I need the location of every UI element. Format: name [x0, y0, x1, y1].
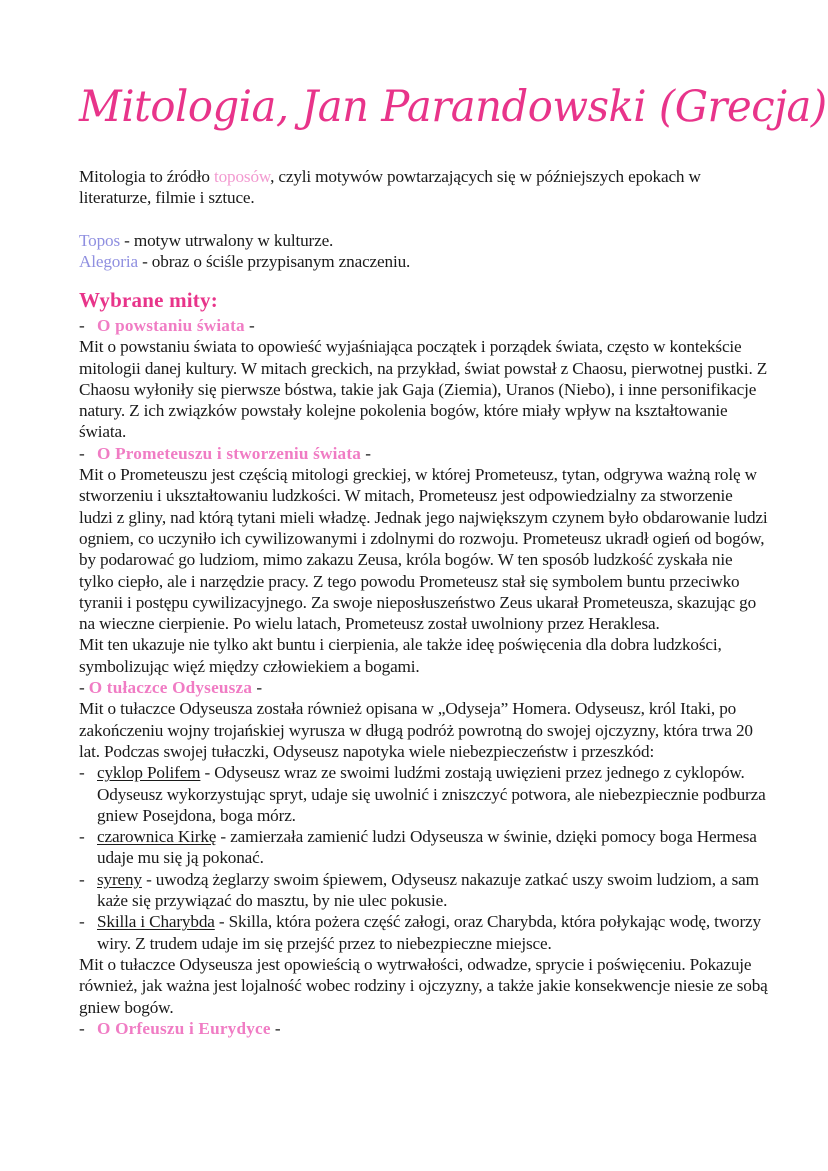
myth-heading-orpheus — [79, 1018, 769, 1039]
bullet-text: - Skilla, która pożera część załogi, oraz Charybda, która połykając wodę, tworzy wiry. Z trudem udaje im się przejść przez to niebezpieczne miejsce. — [97, 912, 761, 953]
myth-heading-odysseus — [79, 677, 769, 698]
definition-topos — [79, 230, 759, 251]
definition-alegoria — [79, 251, 759, 272]
dash-marker: - — [79, 316, 85, 335]
myth-title: O tułaczce Odyseusza — [88, 678, 253, 698]
dash-marker: - — [79, 678, 89, 698]
definition-term: Alegoria — [79, 252, 138, 272]
intro-paragraph — [79, 166, 759, 209]
list-item-sirens — [79, 869, 769, 912]
definition-text: - obraz o ściśle przypisanym znaczeniu. — [137, 252, 411, 272]
myth-closing-paragraph: Mit o tułaczce Odyseusza jest opowieścią o wytrwałości, odwadze, sprycie i poświęceniu. Pokazuje również, jak ważna jest lojalność wobec rodziny i ojczyzny, a także jakie konsekwencje niesie ze sobą gniew bogów. — [79, 954, 768, 1017]
bullet-term: syreny — [97, 869, 142, 889]
dash-marker: - — [79, 443, 85, 463]
myth-title-suffix: - — [252, 678, 262, 698]
bullet-text: - Odyseusz wraz ze swoimi ludźmi zostają uwięzieni przez jednego z cyklopów. Odyseusz wykorzystując spryt, udaje się uwolnić i zniszczyć potwora, ale niebezpiecznie podburza gniew Posejdona, boga mórz. — [97, 763, 766, 825]
dash-marker: - — [79, 912, 85, 932]
myth-title: O Orfeuszu i Eurydyce — [97, 1018, 271, 1038]
myth-paragraph: Mit o powstaniu świata to opowieść wyjaśniająca początek i porządek świata, często w kontekście mitologii danej kultury. W mitach greckich, na przykład, świat powstał z Chaosu, pierwotnej pustki. Z Chaosu wyłoniły się pierwsze bóstwa, takie jak Gaja (Ziemia), Uranos (Niebo), i inne personifikacje natury. Z ich związków powstały kolejne pokolenia bogów, które miały wpływ na kształtowanie świata. — [79, 337, 768, 442]
myths-content — [79, 315, 769, 1039]
myth-paragraph: Mit o Prometeuszu jest częścią mitologi greckiej, w której Prometeusz, tytan, odgrywa ważną rolę w stworzeniu i ukształtowaniu ludzkości. W mitach, Prometeusz jest odpowiedzialny za stworzenie ludzi z gliny, nad którą tytani mieli władzę. Jednak jego największym czynem było obdarowanie ludzi ogniem, co uczyniło ich cywilizowanymi i zdolnymi do rozwoju. Prometeusz ukradł ogień od bogów, by podarować go ludziom, mimo zakazu Zeusa, króla bogów. W ten sposób ludzkość zyskała nie tylko ciepło, ale i narzędzie pracy. Z tego powodu Prometeusz stał się symbolem buntu przeciwko tyranii i postępu cywilizacyjnego. Za swoje nieposłuszeństwo Zeus ukarał Prometeusza, skazując go na wieczne cierpienie. Po wielu latach, Prometeusz został uwolniony przez Heraklesa. — [79, 465, 768, 634]
dash-marker: - — [79, 869, 85, 889]
section-heading-selected-myths: Wybrane mity: — [79, 288, 218, 312]
definitions-list — [79, 230, 759, 273]
myth-title: O powstaniu świata — [97, 316, 245, 335]
myth-title-suffix: - — [244, 316, 255, 335]
list-item-polyphemus — [79, 762, 769, 826]
bullet-text: - zamierzała zamienić ludzi Odyseusza w świnie, dzięki pomocy boga Hermesa udaje mu się ją pokonać. — [97, 827, 757, 868]
bullet-term: Skilla i Charybda — [97, 912, 215, 932]
myth-title-suffix: - — [270, 1018, 281, 1038]
definition-term: Topos — [79, 231, 121, 250]
myth-heading-prometheus — [79, 443, 769, 464]
bullet-text: - uwodzą żeglarzy swoim śpiewem, Odyseusz nakazuje zatkać uszy swoim ludziom, a sam każe się przywiązać do masztu, by nie ulec pokusie. — [97, 869, 759, 911]
myth-title-suffix: - — [361, 443, 371, 463]
myth-heading-creation — [79, 315, 769, 336]
bullet-term: cyklop Polifem — [97, 763, 201, 783]
list-item-scylla-charybdis — [79, 911, 769, 954]
list-item-circe — [79, 826, 769, 869]
intro-text-after: , czyli motywów powtarzających się w późniejszych epokach w literaturze, filmie i sztuce. — [79, 167, 701, 208]
dash-marker: - — [79, 763, 85, 783]
page-title: Mitologia, Jan Parandowski (Grecja) — [79, 82, 827, 132]
dash-marker: - — [79, 827, 85, 847]
dash-marker: - — [79, 1018, 85, 1038]
myth-paragraph: Mit ten ukazuje nie tylko akt buntu i cierpienia, ale także ideę poświęcenia dla dobra ludzkości, symbolizując więź między człowiekiem a bogami. — [79, 635, 722, 676]
myth-paragraph: Mit o tułaczce Odyseusza została również opisana w „Odyseja” Homera. Odyseusz, król Itaki, po zakończeniu wojny trojańskiej wyrusza w długą podróż powrotną do swojej ojczyzny, która trwa 20 lat. Podczas swojej tułaczki, Odyseusz napotyka wiele niebezpieczeństw i przeszkód: — [79, 699, 753, 761]
intro-text-before: Mitologia to źródło — [79, 167, 214, 186]
bullet-term: czarownica Kirkę — [97, 827, 217, 847]
definition-text: - motyw utrwalony w kulturze. — [120, 231, 334, 250]
myth-title: O Prometeuszu i stworzeniu świata — [97, 443, 362, 463]
intro-highlight-term: toposów — [213, 167, 271, 186]
